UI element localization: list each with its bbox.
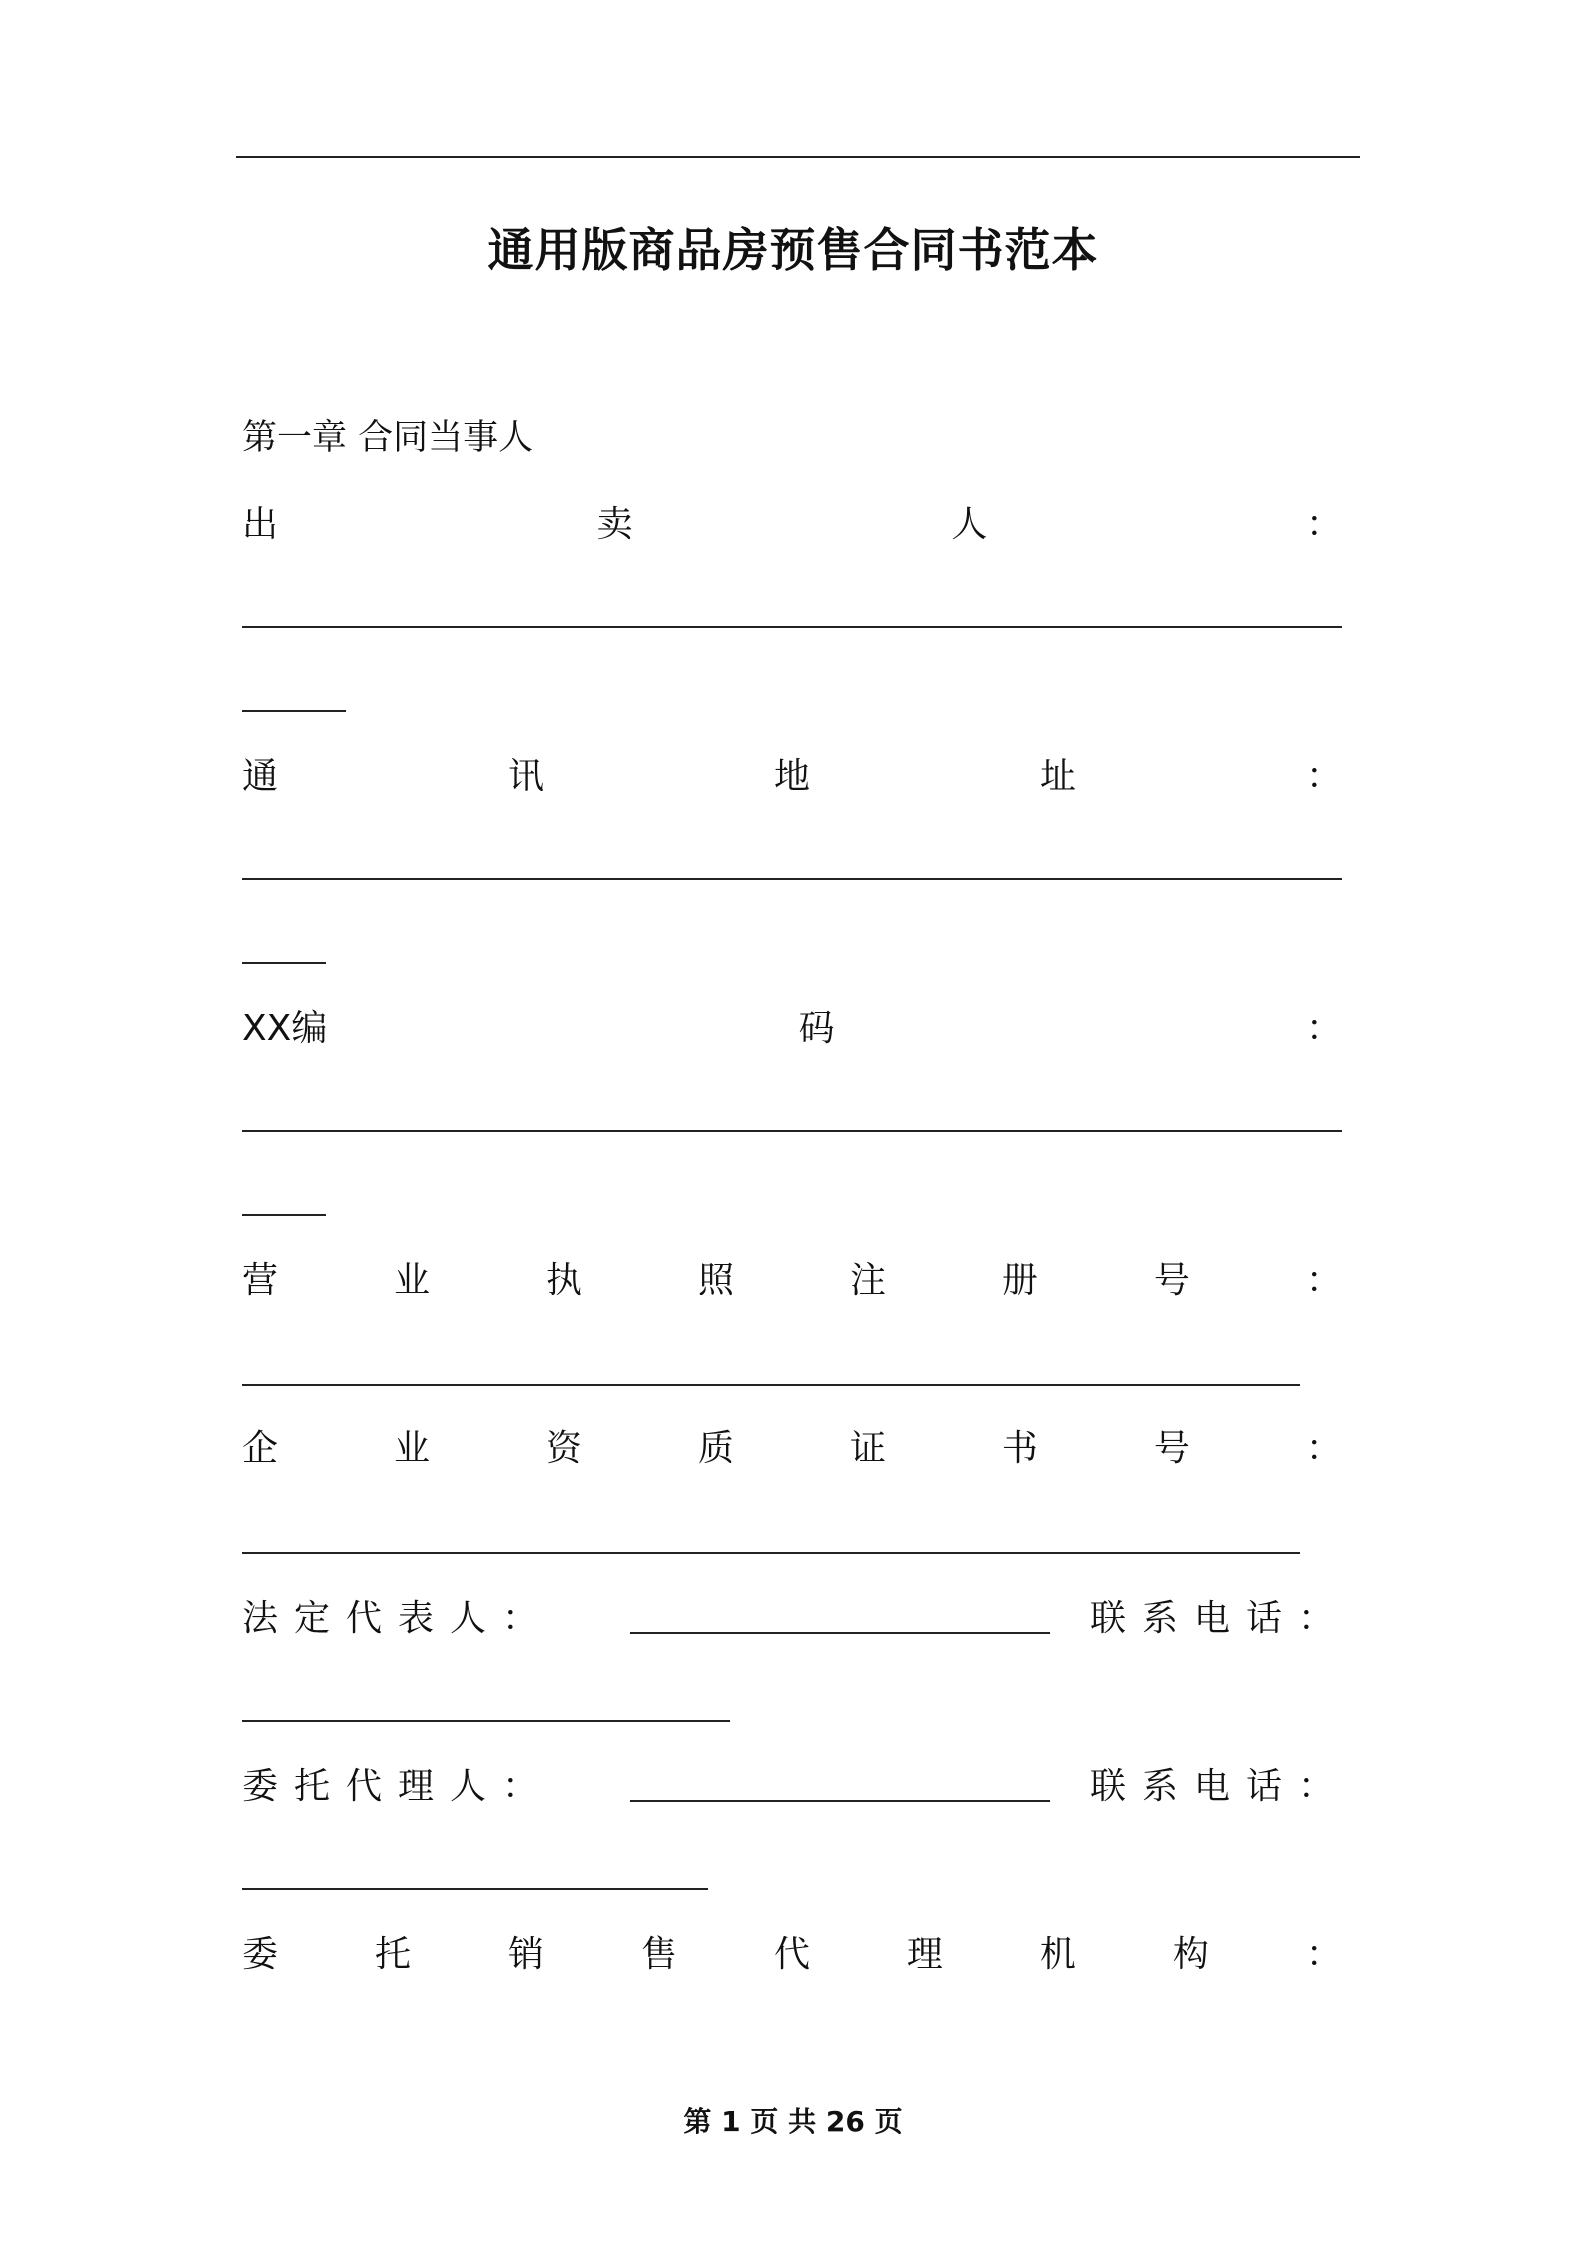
agent-blank-line <box>630 1800 1050 1802</box>
seller-blank-line-continued <box>242 710 346 712</box>
address-blank-line <box>242 878 1342 880</box>
address-blank-line-continued <box>242 962 326 964</box>
document-title: 通用版商品房预售合同书范本 <box>487 223 1099 277</box>
legal-representative-phone-blank-line <box>242 1720 730 1722</box>
agent-label: 委托代理人： <box>242 1766 555 1807</box>
address-label: 通 讯 地 址 ： <box>242 755 1342 797</box>
sales-agency-label: 委 托 销 售 代 理 机 构 ： <box>242 1933 1342 1975</box>
license-number-blank-line <box>242 1384 1300 1386</box>
agent-phone-blank-line <box>242 1888 708 1890</box>
postcode-blank-line <box>242 1130 1342 1132</box>
legal-representative-label: 法定代表人： <box>242 1598 555 1639</box>
seller-blank-line <box>242 626 1342 628</box>
qualification-number-label: 企 业 资 质 证 书 号 ： <box>242 1427 1342 1469</box>
page-number-footer: 第 1 页 共 26 页 <box>683 2105 903 2138</box>
postcode-label: XX编 码 ： <box>242 1007 1342 1049</box>
legal-representative-phone-label: 联系电话： <box>1090 1598 1351 1639</box>
agent-row <box>242 1758 1351 1808</box>
qualification-number-blank-line <box>242 1552 1300 1554</box>
postcode-blank-line-continued <box>242 1214 326 1216</box>
agent-phone-label: 联系电话： <box>1090 1766 1351 1807</box>
header-rule <box>236 156 1360 158</box>
legal-representative-blank-line <box>630 1632 1050 1634</box>
license-number-label: 营 业 执 照 注 册 号 ： <box>242 1259 1342 1301</box>
seller-label: 出 卖 人 ： <box>242 503 1342 545</box>
chapter-heading: 第一章 合同当事人 <box>242 418 534 458</box>
legal-representative-row <box>242 1590 1351 1640</box>
